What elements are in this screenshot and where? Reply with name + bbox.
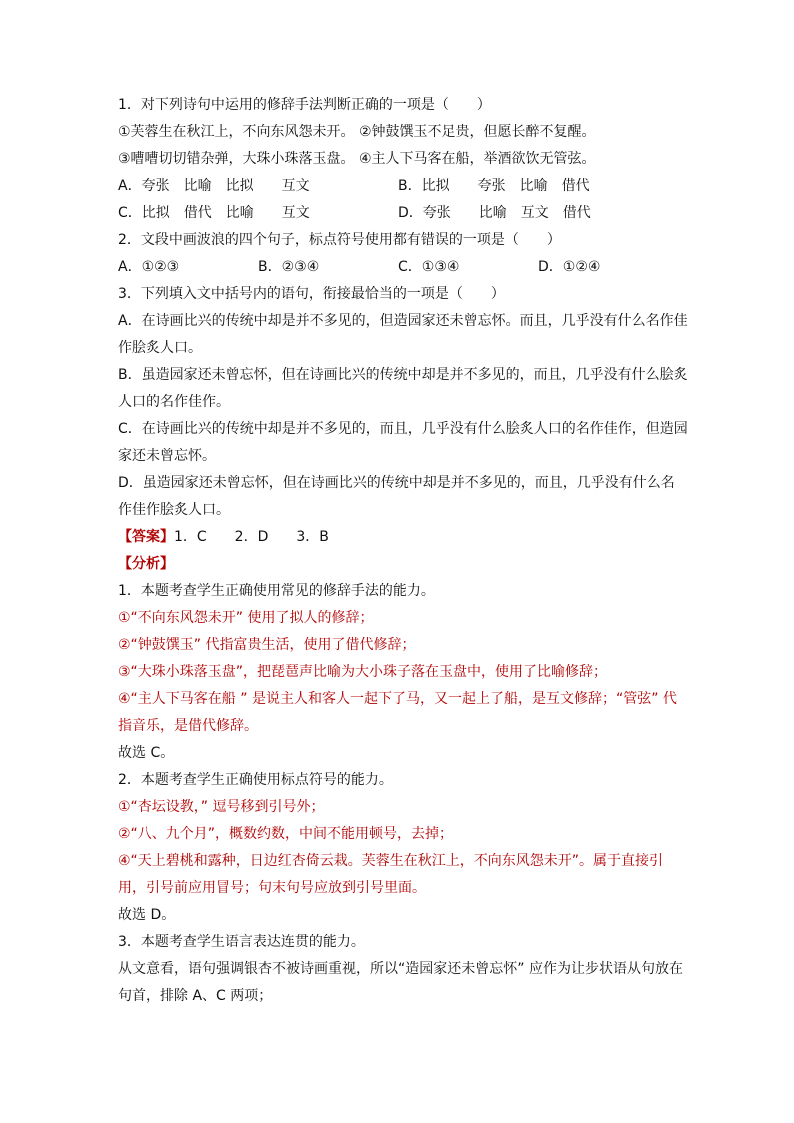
question-1-option-c: C．比拟 借代 比喻 互文 — [118, 205, 310, 221]
question-3-option-b: B．虽造园家还未曾忘怀，但在诗画比兴的传统中却是并不多见的，而且，几乎没有什么脍炙人口的名作佳作。 — [118, 367, 688, 410]
question-2-option-c: C．①③④ — [398, 259, 460, 275]
answer-line — [118, 524, 688, 551]
question-2-option-a: A．①②③ — [118, 259, 180, 275]
answer-text: 1．C 2．D 3．B — [174, 529, 329, 545]
analysis-2-item-2: ②“八、九个月”，概数约数，中间不能用顿号，去掉； — [118, 826, 454, 842]
question-2-stem: 2．文段中画波浪的四个句子，标点符号使用都有错误的一项是（ ） — [118, 232, 561, 248]
analysis-1-item-3: ③“大珠小珠落玉盘”，把琵琶声比喻为大小珠子落在玉盘中，使用了比喻修辞； — [118, 664, 608, 680]
question-2-option-d: D．①②④ — [538, 259, 601, 275]
analysis-2-item-1: ①“杏坛设教，” 逗号移到引号外； — [118, 799, 325, 815]
analysis-tag: 【分析】 — [118, 556, 174, 572]
question-3-option-d: D．虽造园家还未曾忘怀，但在诗画比兴的传统中却是并不多见的，而且，几乎没有什么名作佳作脍炙人口。 — [118, 475, 675, 518]
document-content — [118, 92, 688, 1010]
analysis-tag-line — [118, 551, 688, 578]
analysis-2-item-3: ④“天上碧桃和露种，日边红杏倚云栽。芙蓉生在秋江上，不向东风怨未开”。属于直接引用，引号前应用冒号；句末句号应放到引号里面。 — [118, 853, 664, 896]
question-1-options-row-2 — [118, 200, 688, 227]
analysis-2-heading: 2．本题考查学生正确使用标点符号的能力。 — [118, 772, 393, 788]
analysis-1-item-1: ①“不向东风怨未开” 使用了拟人的修辞； — [118, 610, 374, 626]
question-1-poems-line-1: ①芙蓉生在秋江上，不向东风怨未开。 ②钟鼓馔玉不足贵，但愿长醉不复醒。 — [118, 124, 596, 140]
analysis-3-body: 从文意看，语句强调银杏不被诗画重视，所以“造园家还未曾忘怀” 应作为让步状语从句放在句首，排除 A、C 两项； — [118, 961, 683, 1004]
question-3-option-a: A．在诗画比兴的传统中却是并不多见的，但造园家还未曾忘怀。而且，几乎没有什么名作佳作脍炙人口。 — [118, 313, 688, 356]
analysis-1-heading: 1．本题考查学生正确使用常见的修辞手法的能力。 — [118, 583, 435, 599]
question-3-option-c: C．在诗画比兴的传统中却是并不多见的，而且，几乎没有什么脍炙人口的名作佳作，但造园家还未曾忘怀。 — [118, 421, 688, 464]
question-1-option-b: B．比拟 夸张 比喻 借代 — [398, 178, 590, 194]
analysis-1-item-4: ④“主人下马客在船 ” 是说主人和客人一起下了马，又一起上了船，是互文修辞；“管弦” 代指音乐，是借代修辞。 — [118, 691, 677, 734]
question-1-stem: 1．对下列诗句中运用的修辞手法判断正确的一项是（ ） — [118, 97, 491, 113]
question-3-stem: 3．下列填入文中括号内的语句，衔接最恰当的一项是（ ） — [118, 286, 505, 302]
analysis-3-heading: 3．本题考查学生语言表达连贯的能力。 — [118, 934, 365, 950]
question-2-option-b: B．②③④ — [258, 259, 320, 275]
analysis-2-conclusion: 故选 D。 — [118, 907, 176, 923]
question-1-option-d: D．夸张 比喻 互文 借代 — [398, 205, 591, 221]
question-1-option-a: A．夸张 比喻 比拟 互文 — [118, 178, 310, 194]
question-1-poems-line-2: ③嘈嘈切切错杂弹，大珠小珠落玉盘。 ④主人下马客在船，举酒欲饮无管弦。 — [118, 151, 596, 167]
question-1-options-row-1 — [118, 173, 688, 200]
analysis-1-item-2: ②“钟鼓馔玉” 代指富贵生活，使用了借代修辞； — [118, 637, 416, 653]
question-2-options-row — [118, 254, 688, 281]
analysis-1-conclusion: 故选 C。 — [118, 745, 175, 761]
answer-tag: 【答案】 — [118, 529, 174, 545]
